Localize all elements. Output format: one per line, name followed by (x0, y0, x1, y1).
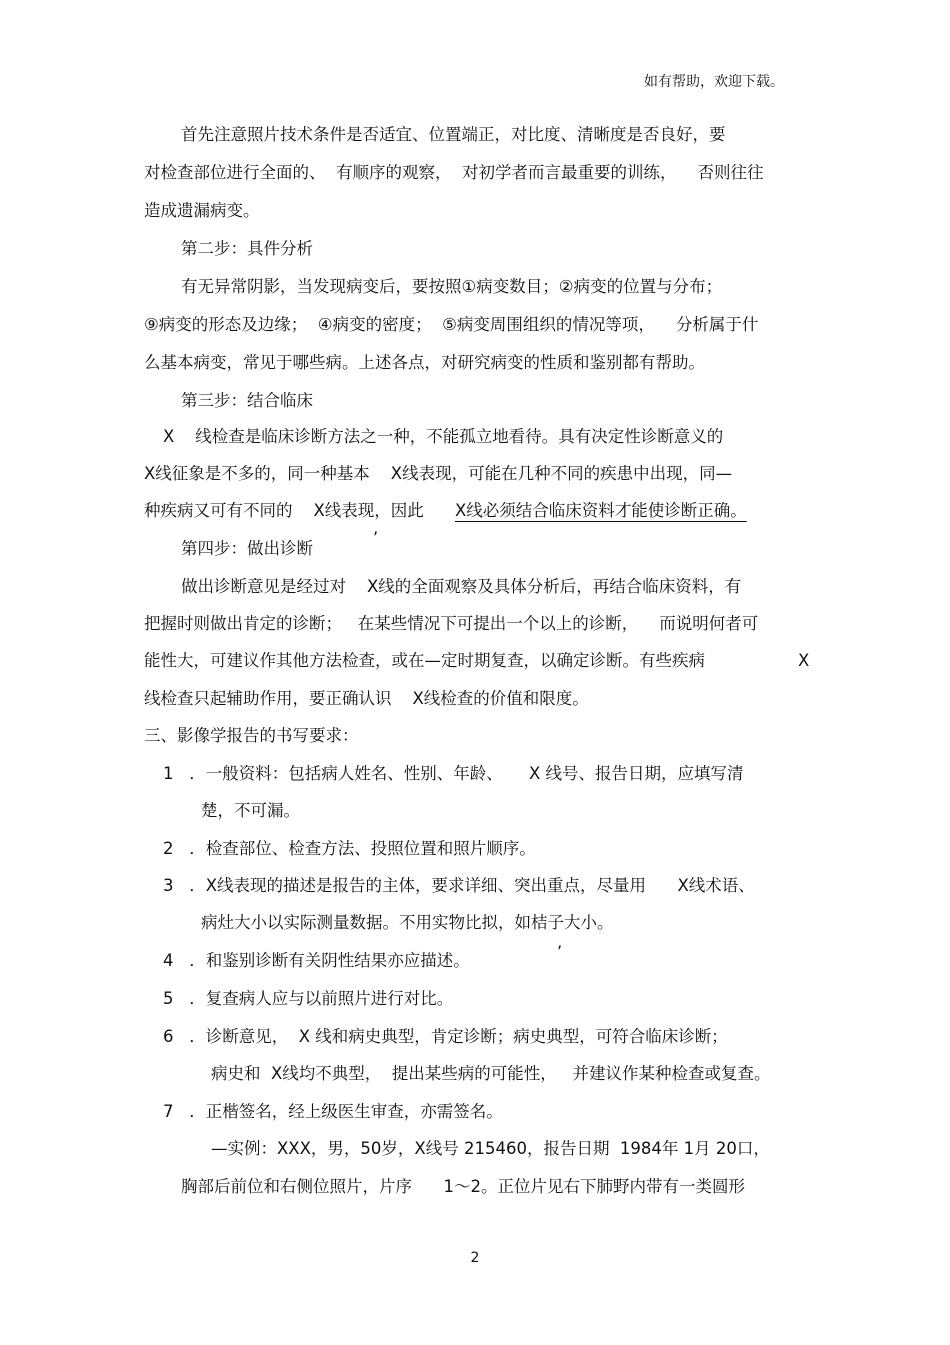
list-item-continuation: 病史和 X线均不典型， 提出某些病的可能性， 并建议作某种检查或复查。 (211, 1064, 771, 1083)
list-item: 5 ．复查病人应与以前照片进行对比。 (163, 989, 454, 1008)
list-item: 4 ．和鉴别诊断有关阴性结果亦应描述。 (163, 951, 470, 970)
example-line: 胸部后前位和右侧位照片，片序 1～2。正位片见右下肺野内带有一类圆形 (181, 1177, 745, 1196)
list-item: 3 ．X线表现的描述是报告的主体，要求详细、突出重点，尽量用 X线术语、 (163, 876, 755, 895)
stray-mark: ’ (557, 942, 563, 961)
text-line: 首先注意照片技术条件是否适宜、位置端正，对比度、清晰度是否良好，要 (181, 125, 726, 144)
text-line: 把握时则做出肯定的诊断； 在某些情况下可提出一个以上的诊断， 而说明何者可 (144, 614, 759, 633)
list-item-continuation: 病灶大小以实际测量数据。不用实物比拟，如桔子大小。 (201, 913, 614, 932)
text-line: 能性大，可建议作其他方法检查，或在—定时期复查，以确定诊断。有些疾病 (144, 651, 705, 670)
underlined-text: X线必须结合临床资料才能使诊断正确。 (455, 501, 747, 520)
text-line: 有无异常阴影，当发现病变后，要按照①病变数目；②病变的位置与分布； (181, 277, 723, 296)
section-heading: 第四步：做出诊断 (181, 539, 313, 558)
example-line: —实例：XXX，男，50岁，X线号 215460，报告日期 1984年 1月 20口， (211, 1139, 770, 1158)
list-item: 7 ．正楷签名，经上级医生审查，亦需签名。 (163, 1102, 503, 1121)
text-line: X线征象是不多的，同一种基本 X线表现，可能在几种不同的疾患中出现，同— (144, 464, 733, 483)
text-line: X 线检查是临床诊断方法之一种，不能孤立地看待。具有决定性诊断意义的 (163, 427, 724, 446)
text-line: 对检查部位进行全面的、 有顺序的观察， 对初学者而言最重要的训练， 否则往往 (144, 163, 764, 182)
list-item: 1 ．一般资料：包括病人姓名、性别、年龄、 X 线号、报告日期，应填写清 (163, 764, 744, 783)
text-line: 线检查只起辅助作用，要正确认识 X线检查的价值和限度。 (144, 689, 589, 708)
page-number: 2 (470, 1250, 480, 1266)
list-item: 2 ．检查部位、检查方法、投照位置和照片顺序。 (163, 839, 536, 858)
text-line: 造成遗漏病变。 (144, 201, 260, 220)
stray-mark: ’ (373, 528, 379, 547)
list-item: 6 ．诊断意见， X 线和病史典型，肯定诊断；病史典型，可符合临床诊断； (163, 1027, 728, 1046)
page-header: 如有帮助，欢迎下载。 (644, 74, 784, 90)
section-heading: 第三步：结合临床 (181, 391, 313, 410)
text-line: 么基本病变，常见于哪些病。上述各点，对研究病变的性质和鉴别都有帮助。 (144, 353, 705, 372)
text-line: 做出诊断意见是经过对 X线的全面观察及具体分析后，再结合临床资料，有 (181, 577, 742, 596)
section-heading: 三、影像学报告的书写要求： (144, 726, 359, 745)
section-heading: 第二步：具件分析 (181, 239, 313, 258)
text-line: ⑨病变的形态及边缘； ④病变的密度； ⑤病变周围组织的情况等项， 分析属于什 (144, 315, 759, 334)
list-item-continuation: 楚，不可漏。 (201, 801, 300, 820)
text-line: X (798, 651, 810, 670)
text-line: 种疾病又可有不同的 X线表现，因此 (144, 501, 430, 520)
